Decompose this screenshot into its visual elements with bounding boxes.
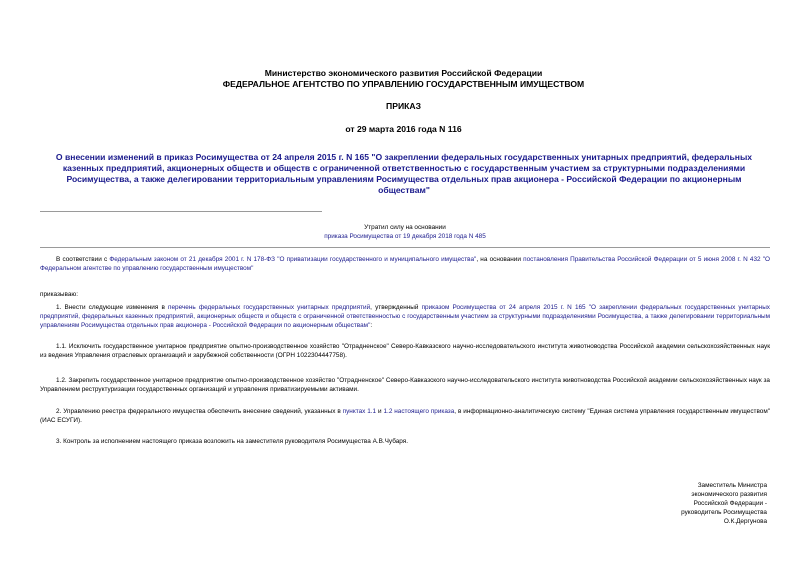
order-word: приказываю: <box>40 291 78 298</box>
divider-bottom <box>40 247 770 248</box>
item-1-paragraph <box>40 303 770 330</box>
government-decree-link[interactable]: постановления Правительства Российской Федерации от 5 июня 2008 г. N 432 "О Федеральном агентстве по управлению государственным имуществом" <box>40 256 770 272</box>
item-text: , утвержденный <box>370 304 422 311</box>
agency-name: ФЕДЕРАЛЬНОЕ АГЕНТСТВО ПО УПРАВЛЕНИЮ ГОСУДАРСТВЕННЫМ ИМУЩЕСТВОМ <box>222 79 585 89</box>
item-3-paragraph: 3. Контроль за исполнением настоящего приказа возложить на заместителя руководителя Росимущества А.В.Чубаря. <box>56 438 408 445</box>
title-rest: "О закреплении федеральных государственных унитарных предприятий, федеральных казенных предприятий, акционерных обществ и обществ с ограниченной ответственностью с государственным участием за структурными подразделениями Росимущества, а также делегировании территориальным управлениям Росимущества отдельных прав акционера - Российской Федерации по акционерным обществам" <box>62 152 753 195</box>
preamble-text: В соответствии с <box>56 256 110 263</box>
signature-line: Российской Федерации - <box>693 500 767 507</box>
ministry-name: Министерство экономического развития Российской Федерации <box>264 68 543 78</box>
item-text: , в информационно-аналитическую систему "Единая система управления государственным имуществом" (ИАС ЕСУГИ). <box>40 408 770 424</box>
document-date-number: от 29 марта 2016 года N 116 <box>345 124 462 134</box>
document-title <box>44 152 764 196</box>
document-type: ПРИКАЗ <box>386 101 421 111</box>
title-order-link[interactable]: приказ Росимущества от 24 апреля 2015 г. N 165 <box>164 152 370 162</box>
signature-block <box>681 481 767 526</box>
title-prefix: О внесении изменений в <box>55 152 165 162</box>
item-text: : <box>370 322 373 329</box>
clause-1-1-link[interactable]: пунктах 1.1 <box>342 408 377 415</box>
preamble-paragraph <box>40 255 770 273</box>
enterprise-list-link[interactable]: перечень федеральных государственных унитарных предприятий <box>168 304 371 311</box>
status-line: Утратил силу на основании <box>364 224 446 231</box>
order-165-link[interactable]: приказом Росимущества от 24 апреля 2015 г. N 165 "О закреплении федеральных государственных унитарных предприятий, федеральных казенных предприятий, акционерных обществ и обществ с ограниченной ответственностью с государственным участием за структурными подразделениями Росимущества, а также делегировании территориальным управлениям Росимущества отдельных прав акционера - Российской Федерации по акционерным обществам" <box>40 304 770 329</box>
preamble-text: , на основании <box>476 256 524 263</box>
signature-line: Заместитель Министра <box>697 482 767 489</box>
federal-law-link[interactable]: Федеральным законом от 21 декабря 2001 г. N 178-ФЗ "О приватизации государственного и муниципального имущества" <box>109 256 477 263</box>
item-2-paragraph <box>40 407 770 425</box>
item-text: 2. Управлению реестра федерального имущества обеспечить внесение сведений, указанных в <box>56 408 343 415</box>
clause-1-2-link[interactable]: 1.2 настоящего приказа <box>383 408 455 415</box>
divider-top <box>40 211 322 212</box>
item-text: и <box>376 408 384 415</box>
status-lost-force <box>300 223 510 241</box>
item-1-2-paragraph: 1.2. Закрепить государственное унитарное предприятие опытно-производственное хозяйство "Отрадненское" Северо-Кавказского научно-исследовательского института животноводства Российской академии сельскохозяйственных наук за Управлением реструктуризации государственных организаций и управления приватизируемыми активами. <box>40 377 770 393</box>
item-1-1-paragraph: 1.1. Исключить государственное унитарное предприятие опытно-производственное хозяйство "Отрадненское" Северо-Кавказского научно-исследовательского института животноводства Российской академии сельскохозяйственных наук из ведения Управления отраслевых организаций и зарубежной собственности (ОГРН 1022304447758). <box>40 343 770 359</box>
status-order-link[interactable]: приказа Росимущества от 19 декабря 2018 года N 485 <box>324 233 486 240</box>
signatory-name: О.К.Дергунова <box>723 518 767 525</box>
signature-line: руководитель Росимущества <box>681 509 767 516</box>
signature-line: экономического развития <box>691 491 767 498</box>
item-text: 1. Внести следующие изменения в <box>56 304 169 311</box>
